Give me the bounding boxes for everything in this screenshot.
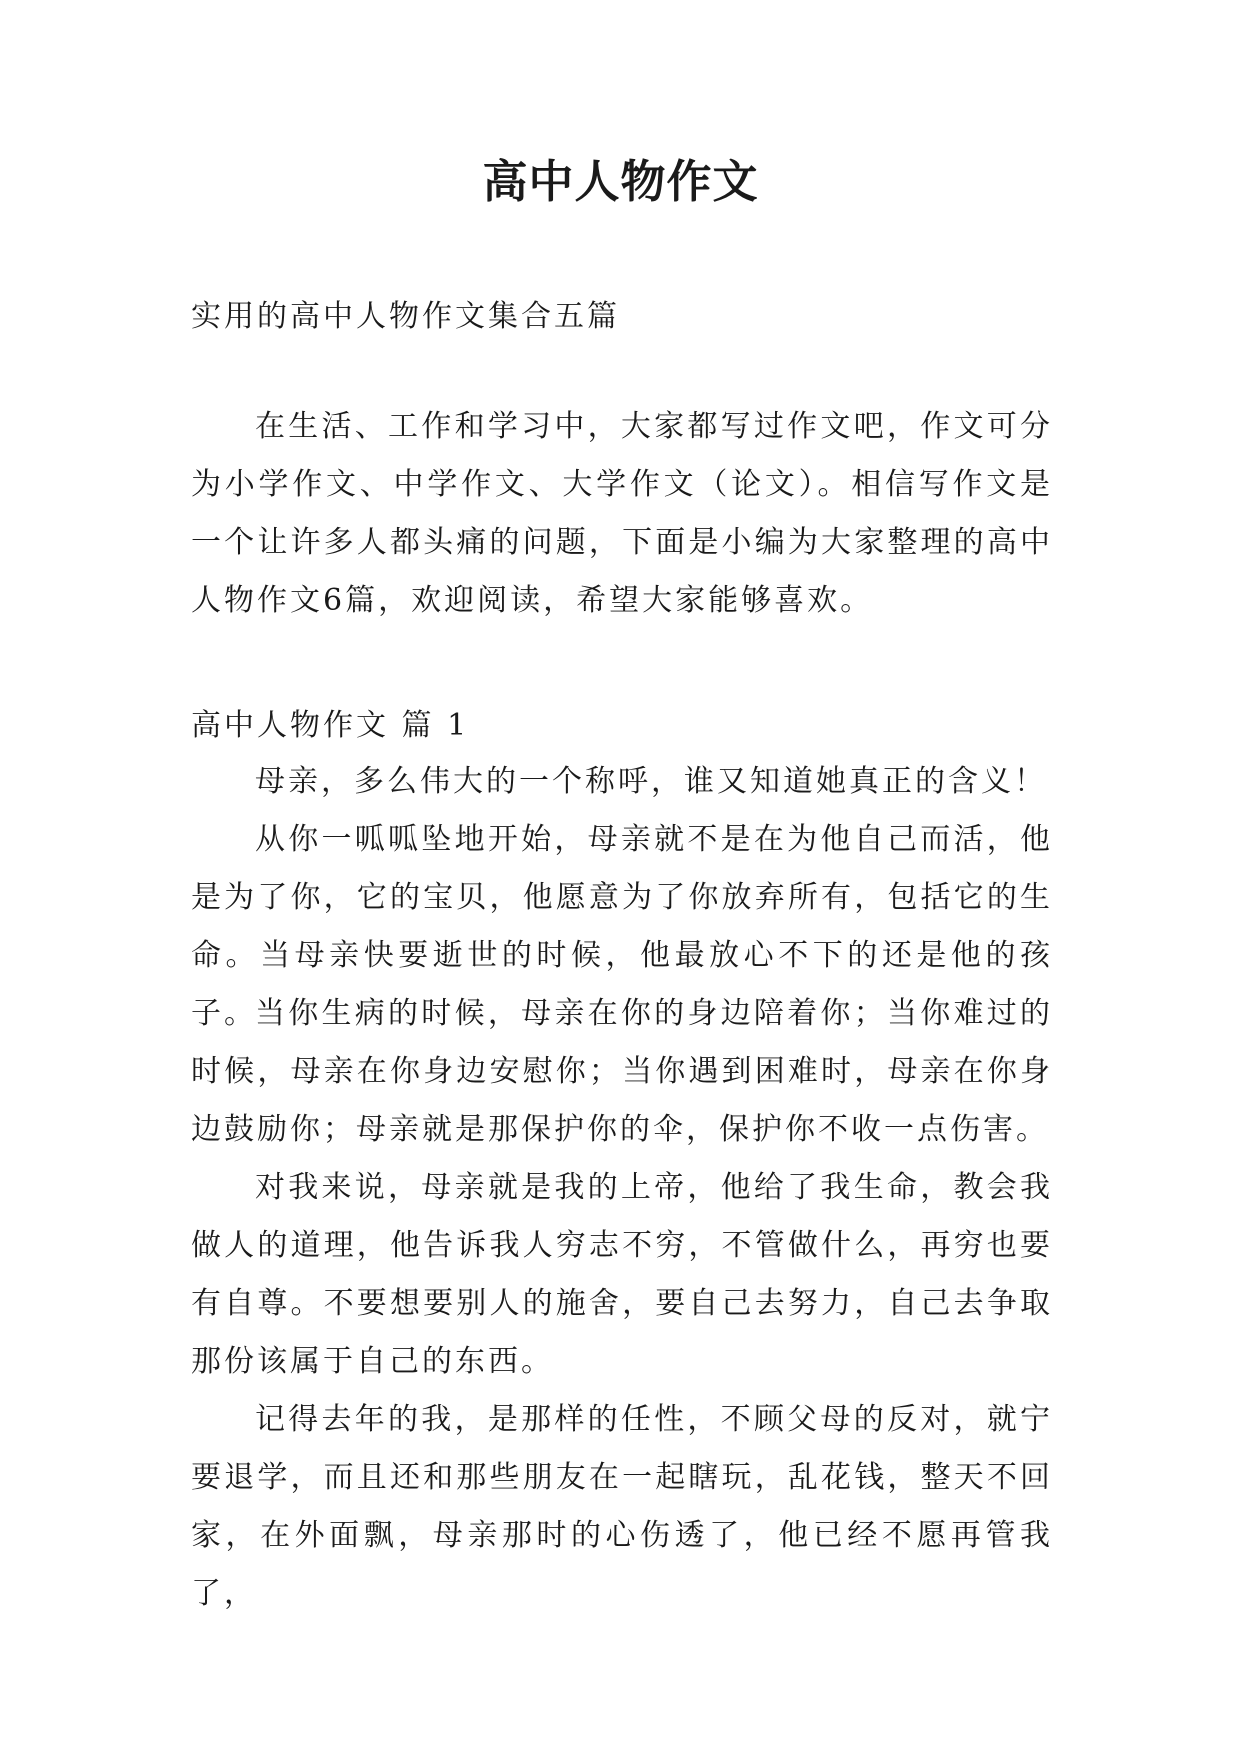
intro-paragraph: 在生活、工作和学习中，大家都写过作文吧，作文可分为小学作文、中学作文、大学作文（论文）。相信写作文是一个让许多人都头痛的问题，下面是小编为大家整理的高中人物作文6篇，欢迎阅读，希望大家能够喜欢。 [191,409,1053,618]
document-subtitle: 实用的高中人物作文集合五篇 [191,299,620,334]
body-paragraph: 记得去年的我，是那样的任性，不顾父母的反对，就宁要退学，而且还和那些朋友在一起瞎玩，乱花钱，整天不回家，在外面飘，母亲那时的心伤透了，他已经不愿再管我了， [191,1402,1053,1611]
body-paragraph: 当你生病的时候，母亲在你的身边陪着你；当你难过的时候，母亲在你身边安慰你；当你遇到困难时，母亲在你身边鼓励你；母亲就是那保护你的伞，保护你不收一点伤害。 [191,996,1053,1147]
section-heading: 高中人物作文 篇 1 [191,708,470,743]
body-paragraph: 从你一呱呱坠地开始，母亲就不是在为他自己而活，他是为了你，它的宝贝，他愿意为了你放弃所有，包括它的生命。当母亲快要逝世的时候，他最放心不下的还是他的孩子。 [191,822,1053,1031]
document-title: 高中人物作文 [482,155,759,208]
body-paragraph: 对我来说，母亲就是我的上帝，他给了我生命，教会我做人的道理，他告诉我人穷志不穷，不管做什么，再穷也要有自尊。不要想要别人的施舍，要自己去努力，自己去争取那份该属于自己的东西。 [191,1170,1053,1379]
body-paragraph: 母亲，多么伟大的一个称呼，谁又知道她真正的含义！ [255,764,1047,799]
